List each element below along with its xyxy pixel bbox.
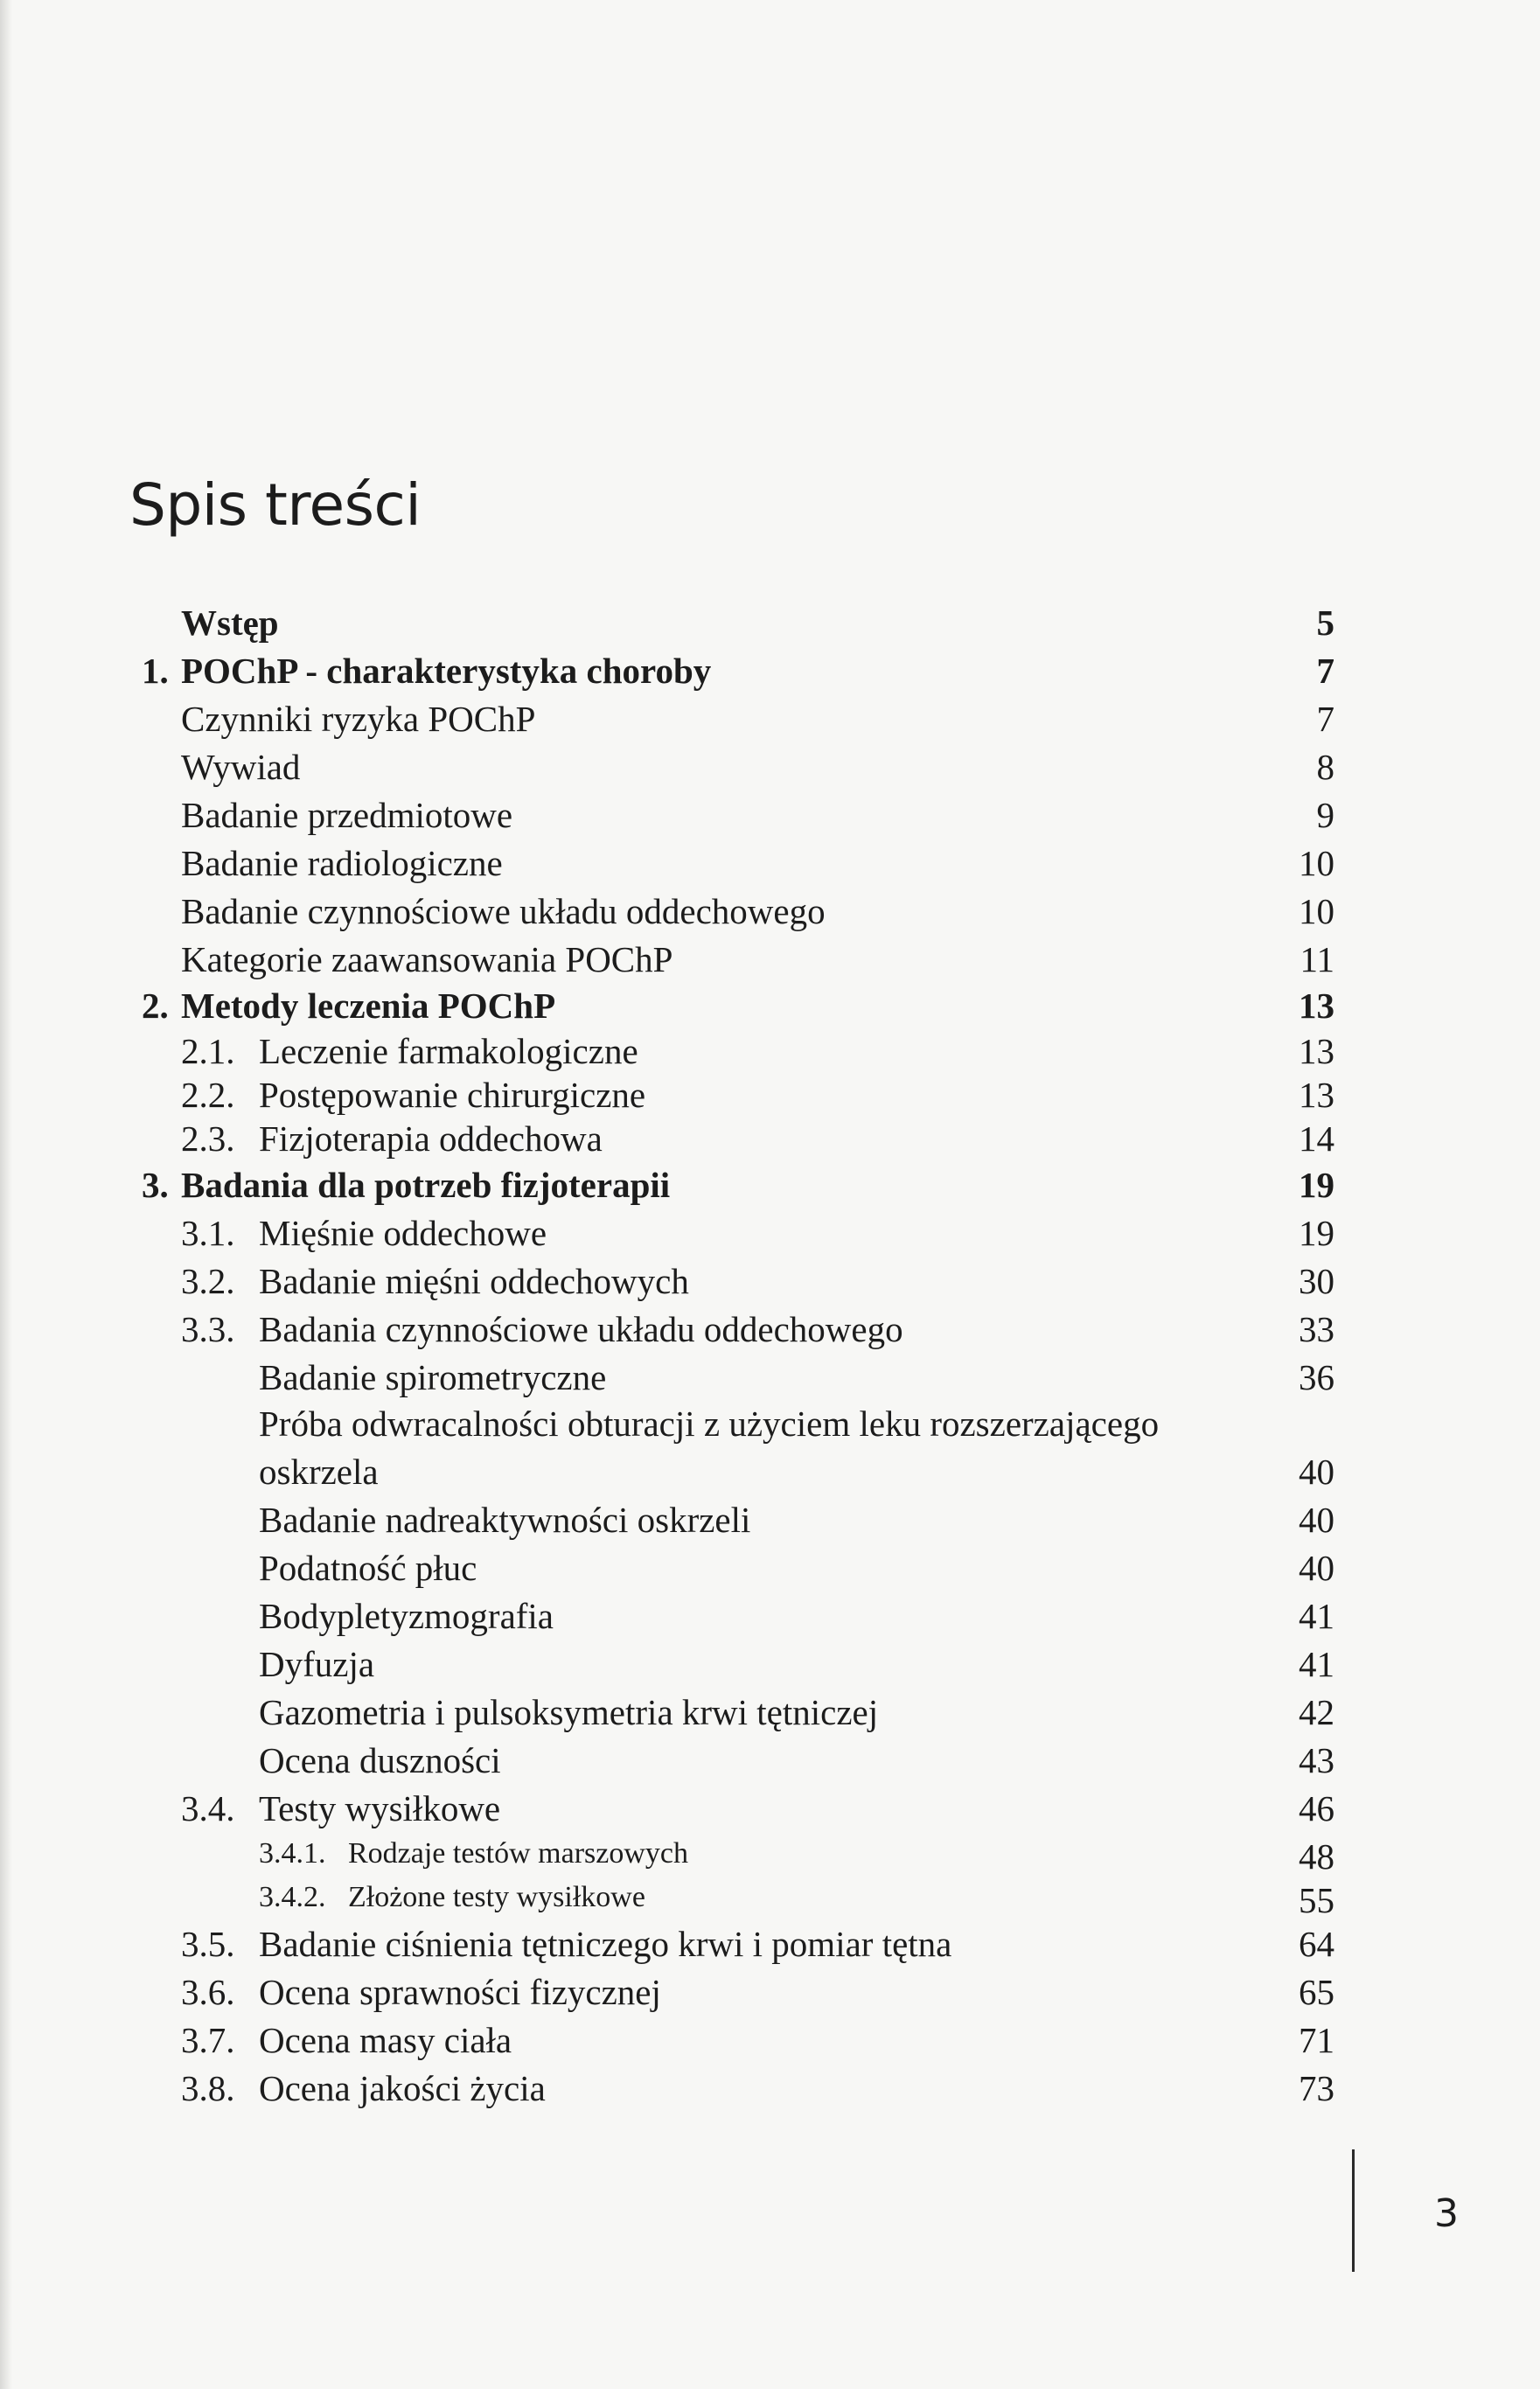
toc-entry-page: 64: [1299, 1924, 1334, 1964]
toc-entry-label: POChP - charakterystyka choroby: [181, 651, 712, 691]
toc-entry[interactable]: [0, 988, 1540, 1030]
toc-entry-label: Badanie nadreaktywności oskrzeli: [259, 1500, 751, 1540]
toc-entry-page: 7: [1316, 651, 1334, 691]
toc-entry-label: Wywiad: [181, 747, 301, 787]
toc-entry[interactable]: [0, 1031, 1540, 1076]
toc-entry[interactable]: [0, 1550, 1540, 1592]
toc-entry-page: 41: [1299, 1644, 1334, 1684]
toc-entry-number: 1.: [142, 651, 169, 691]
toc-entry-page: 33: [1299, 1309, 1334, 1349]
toc-entry-label: Badanie przedmiotowe: [181, 795, 513, 835]
toc-entry-number: 2.: [142, 986, 169, 1026]
toc-entry-page: 8: [1316, 747, 1334, 787]
toc-entry[interactable]: [0, 1972, 1540, 2016]
toc-entry-page: 10: [1299, 891, 1334, 931]
toc-entry-label: Ocena sprawności fizycznej: [259, 1972, 661, 2012]
toc-entry-number: 3.4.2.: [259, 1881, 326, 1913]
toc-entry[interactable]: [0, 1644, 1540, 1689]
toc-entry[interactable]: [0, 1836, 1540, 1881]
toc-entry[interactable]: [0, 701, 1540, 743]
toc-entry-number: 3.1.: [181, 1213, 235, 1253]
toc-entry-page: 46: [1299, 1788, 1334, 1828]
toc-entry-label: Testy wysiłkowe: [259, 1788, 501, 1828]
toc-entry[interactable]: [0, 602, 1540, 647]
toc-entry-page: 40: [1299, 1452, 1334, 1492]
toc-entry-page: 36: [1299, 1357, 1334, 1397]
toc-entry-number: 3.6.: [181, 1972, 235, 2012]
toc-entry-label: oskrzela: [259, 1452, 379, 1492]
toc-entry[interactable]: [0, 2020, 1540, 2065]
toc-entry[interactable]: [0, 1454, 1540, 1496]
toc-entry-page: 71: [1299, 2020, 1334, 2060]
toc-entry[interactable]: [0, 1740, 1540, 1785]
toc-entry-page: 40: [1299, 1500, 1334, 1540]
toc-entry-label: Dyfuzja: [259, 1644, 375, 1684]
toc-entry-number: 3.: [142, 1165, 169, 1205]
toc-entry-page: 7: [1316, 699, 1334, 739]
toc-entry[interactable]: [0, 1215, 1540, 1257]
toc-entry[interactable]: [0, 1261, 1540, 1306]
toc-entry-number: 3.7.: [181, 2020, 235, 2060]
toc-entry-page: 19: [1299, 1165, 1334, 1205]
toc-entry-label: Badanie ciśnienia tętniczego krwi i pomiar tętna: [259, 1924, 952, 1964]
toc-entry[interactable]: [0, 1502, 1540, 1544]
page-number: 3: [1434, 2191, 1459, 2236]
toc-entry[interactable]: [0, 939, 1540, 984]
toc-entry-number: 3.3.: [181, 1309, 235, 1349]
toc-entry[interactable]: [0, 1167, 1540, 1209]
toc-entry-label: Ocena duszności: [259, 1740, 501, 1780]
toc-entry-number: 3.5.: [181, 1924, 235, 1964]
toc-entry-label: Ocena masy ciała: [259, 2020, 512, 2060]
toc-entry-label: Bodypletyzmografia: [259, 1596, 554, 1636]
page-number-divider: [1352, 2149, 1355, 2272]
toc-entry-page: 41: [1299, 1596, 1334, 1636]
toc-entry-number: 3.8.: [181, 2068, 235, 2108]
toc-entry-page: 13: [1299, 1075, 1334, 1115]
toc-entry-page: 55: [1299, 1880, 1334, 1920]
toc-entry[interactable]: [0, 653, 1540, 695]
toc-entry-label: Badanie spirometryczne: [259, 1357, 607, 1397]
toc-entry[interactable]: [0, 1403, 1540, 1448]
toc-entry-label: Czynniki ryzyka POChP: [181, 699, 536, 739]
toc-entry-page: 73: [1299, 2068, 1334, 2108]
toc-entry-page: 43: [1299, 1740, 1334, 1780]
toc-entry-page: 65: [1299, 1972, 1334, 2012]
toc-entry-number: 3.4.1.: [259, 1837, 326, 1870]
toc-entry-page: 19: [1299, 1213, 1334, 1253]
toc-entry[interactable]: [0, 1077, 1540, 1119]
toc-entry[interactable]: [0, 1357, 1540, 1402]
toc-entry-page: 5: [1316, 602, 1334, 643]
toc-entry-label: Mięśnie oddechowe: [259, 1213, 547, 1253]
toc-entry-label: Badanie radiologiczne: [181, 843, 503, 883]
toc-entry[interactable]: [0, 749, 1540, 791]
toc-entry-label: Gazometria i pulsoksymetria krwi tętniczej: [259, 1692, 879, 1732]
toc-entry-page: 9: [1316, 795, 1334, 835]
toc-entry-label: Rodzaje testów marszowych: [348, 1837, 688, 1870]
toc-entry[interactable]: [0, 1880, 1540, 1925]
toc-entry-label: Podatność płuc: [259, 1548, 477, 1588]
toc-entry-number: 2.3.: [181, 1118, 235, 1159]
toc-entry[interactable]: [0, 843, 1540, 888]
toc-entry-label: Leczenie farmakologiczne: [259, 1031, 638, 1071]
toc-entry-label: Ocena jakości życia: [259, 2068, 546, 2108]
toc-entry-label: Kategorie zaawansowania POChP: [181, 939, 673, 979]
toc-entry-page: 42: [1299, 1692, 1334, 1732]
toc-entry-label: Wstęp: [181, 602, 279, 643]
toc-entry-label: Badanie czynnościowe układu oddechowego: [181, 891, 826, 931]
toc-entry-label: Próba odwracalności obturacji z użyciem leku rozszerzającego: [259, 1403, 1160, 1444]
toc-entry-number: 3.2.: [181, 1261, 235, 1301]
toc-entry-label: Fizjoterapia oddechowa: [259, 1118, 603, 1159]
toc-entry[interactable]: [0, 1926, 1540, 1968]
toc-entry-page: 14: [1299, 1118, 1334, 1159]
toc-entry-page: 11: [1300, 939, 1334, 979]
toc-entry-label: Badania dla potrzeb fizjoterapii: [181, 1165, 671, 1205]
toc-entry-label: Metody leczenia POChP: [181, 986, 556, 1026]
toc-entry-number: 2.1.: [181, 1031, 235, 1071]
toc-entry-page: 30: [1299, 1261, 1334, 1301]
toc-entry-number: 2.2.: [181, 1075, 235, 1115]
toc-entry[interactable]: [0, 891, 1540, 936]
toc-entry-label: Badanie mięśni oddechowych: [259, 1261, 689, 1301]
toc-entry[interactable]: [0, 1692, 1540, 1737]
toc-entry[interactable]: [0, 1598, 1540, 1640]
toc-entry[interactable]: [0, 797, 1540, 839]
toc-entry[interactable]: [0, 1788, 1540, 1833]
toc-entry-label: Złożone testy wysiłkowe: [348, 1881, 645, 1913]
toc-entry-label: Badania czynnościowe układu oddechowego: [259, 1309, 903, 1349]
toc-entry[interactable]: [0, 1309, 1540, 1354]
toc-entry[interactable]: [0, 2068, 1540, 2113]
toc-entry[interactable]: [0, 1118, 1540, 1163]
page-title: Spis treści: [129, 471, 422, 539]
toc-entry-page: 13: [1299, 986, 1334, 1026]
toc-entry-page: 40: [1299, 1548, 1334, 1588]
toc-entry-label: Postępowanie chirurgiczne: [259, 1075, 646, 1115]
toc-entry-page: 13: [1299, 1031, 1334, 1071]
toc-entry-number: 3.4.: [181, 1788, 235, 1828]
toc-entry-page: 10: [1299, 843, 1334, 883]
toc-entry-page: 48: [1299, 1836, 1334, 1877]
